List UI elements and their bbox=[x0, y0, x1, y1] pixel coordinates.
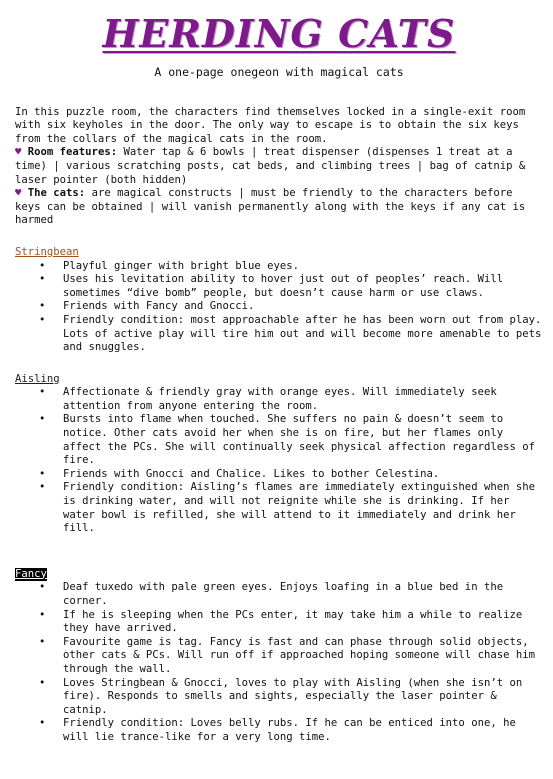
heart-icon: ♥ bbox=[15, 187, 22, 200]
list-item: • Loves Stringbean & Gnocci, loves to play with Aisling (when she isn’t on fire). Responds to smells and sights, especially the laser pointer & catnip. bbox=[63, 677, 543, 718]
section-title-aisling: Aisling bbox=[15, 372, 60, 385]
document-page bbox=[15, 8, 543, 745]
section-aisling bbox=[15, 357, 543, 536]
list-item: • Uses his levitation ability to hover just out of peoples’ reach. Will sometimes “dive bomb” people, but doesn’t cause harm or use claws. bbox=[63, 273, 543, 300]
cats-text: are magical constructs | must be friendly to the characters before keys can be obtained | will vanish permanently along with the keys if any cat is harmed bbox=[15, 187, 526, 227]
list-item: • Affectionate & friendly gray with orange eyes. Will immediately seek attention from anyone entering the room. bbox=[63, 386, 543, 413]
list-item: • Favourite game is tag. Fancy is fast and can phase through solid objects, other cats & PCs. Will run off if approached hoping someone will chase him through the wall. bbox=[63, 636, 543, 677]
cats-label: The cats: bbox=[27, 187, 86, 200]
list-item: • Friendly condition: Loves belly rubs. If he can be enticed into one, he will lie trance-like for a very long time. bbox=[63, 717, 543, 744]
page-title: HERDING CATS bbox=[102, 11, 456, 56]
intro-block bbox=[15, 106, 543, 228]
section-title-stringbean: Stringbean bbox=[15, 245, 79, 258]
list-item: • Bursts into flame when touched. She suffers no pain & doesn’t seem to notice. Other cats avoid her when she is on fire, but her flames only affect the PCs. She will continually seek physical affection regardless of fire. bbox=[63, 413, 543, 467]
list-item: • Friends with Fancy and Gnocci. bbox=[63, 300, 543, 314]
room-features-text: Water tap & 6 bowls | treat dispenser (dispenses 1 treat at a time) | various scratching posts, cat beds, and climbing trees | bag of catnip & laser pointer (both hidden) bbox=[15, 146, 526, 186]
section-stringbean bbox=[15, 230, 543, 355]
list-item: • Deaf tuxedo with pale green eyes. Enjoys loafing in a blue bed in the corner. bbox=[63, 581, 543, 608]
list-item: • Playful ginger with bright blue eyes. bbox=[63, 260, 543, 274]
page-subtitle: A one-page onegeon with magical cats bbox=[154, 65, 404, 79]
section-title-fancy: Fancy bbox=[15, 567, 47, 580]
list-item: • Friendly condition: most approachable after he has been worn out from play. Lots of active play will tire him out and will become more amenable to pets and snuggles. bbox=[63, 314, 543, 355]
heart-icon: ♥ bbox=[15, 146, 22, 159]
list-item: • Friendly condition: Aisling’s flames are immediately extinguished when she is drinking water, and will not reignite while she is drinking. If her water bowl is refilled, she will attend to it immediately and drink her fill. bbox=[63, 481, 543, 535]
bullet-list-fancy bbox=[15, 581, 543, 744]
intro-paragraph: In this puzzle room, the characters find themselves locked in a single-exit room with six keyholes in the door. The only way to escape is to obtain the six keys from the collars of the magical cats in the room. bbox=[15, 105, 526, 145]
cats-line bbox=[15, 187, 543, 228]
spacer bbox=[15, 536, 543, 550]
room-features-line bbox=[15, 146, 543, 187]
room-features-label: Room features: bbox=[27, 146, 118, 159]
list-item: • Friends with Gnocci and Chalice. Likes to bother Celestina. bbox=[63, 468, 543, 482]
bullet-list-stringbean bbox=[15, 260, 543, 355]
list-item: • If he is sleeping when the PCs enter, it may take him a while to realize they have arrived. bbox=[63, 609, 543, 636]
bullet-list-aisling bbox=[15, 386, 543, 536]
section-fancy bbox=[15, 552, 543, 745]
